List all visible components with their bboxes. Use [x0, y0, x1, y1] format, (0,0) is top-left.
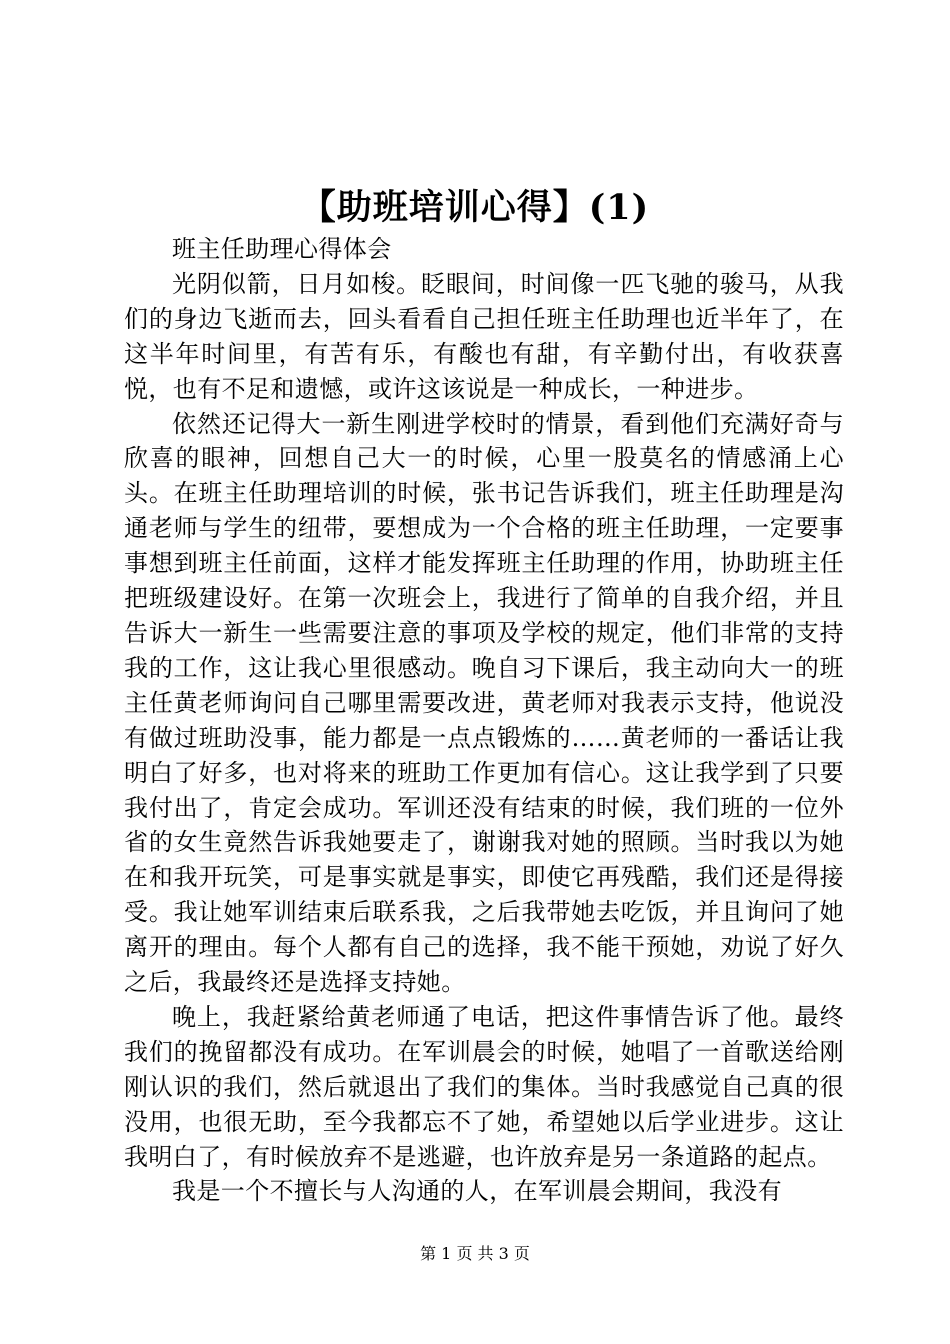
paragraph: 我是一个不擅长与人沟通的人，在军训晨会期间，我没有: [172, 1177, 782, 1206]
paragraph-subtitle: 班主任助理心得体会: [172, 235, 392, 263]
document-title: 【助班培训心得】(1): [300, 187, 650, 228]
paragraph: 晚上，我赶紧给黄老师通了电话，把这件事情告诉了他。最终我们的挽留都没有成功。在军训晨会的时候，她唱了一首歌送给刚刚认识的我们，然后就退出了我们的集体。当时我感觉自己真的很没用，也很无助，至今我都忘不了她，希望她以后学业进步。这让我明白了，有时候放弃不是逃避，也许放弃是另一条道路的起点。: [124, 1002, 844, 1171]
page-footer: 第 1 页 共 3 页: [420, 1244, 530, 1263]
paragraph: 依然还记得大一新生刚进学校时的情景，看到他们充满好奇与欣喜的眼神，回想自己大一的时候，心里一股莫名的情感涌上心头。在班主任助理培训的时候，张书记告诉我们，班主任助理是沟通老师与学生的纽带，要想成为一个合格的班主任助理，一定要事事想到班主任前面，这样才能发挥班主任助理的作用，协助班主任把班级建设好。在第一次班会上，我进行了简单的自我介绍，并且告诉大一新生一些需要注意的事项及学校的规定，他们非常的支持我的工作，这让我心里很感动。晚自习下课后，我主动向大一的班主任黄老师询问自己哪里需要改进，黄老师对我表示支持，他说没有做过班助没事，能力都是一点点锻炼的……黄老师的一番话让我明白了好多，也对将来的班助工作更加有信心。这让我学到了只要我付出了，肯定会成功。军训还没有结束的时候，我们班的一位外省的女生竟然告诉我她要走了，谢谢我对她的照顾。当时我以为她在和我开玩笑，可是事实就是事实，即使它再残酷，我们还是得接受。我让她军训结束后联系我，之后我带她去吃饭，并且询问了她离开的理由。每个人都有自己的选择，我不能干预她，劝说了好久之后，我最终还是选择支持她。: [124, 409, 844, 997]
document-body: [124, 232, 844, 1209]
paragraph: 光阴似箭，日月如梭。眨眼间，时间像一匹飞驰的骏马，从我们的身边飞逝而去，回头看看自己担任班主任助理也近半年了，在这半年时间里，有苦有乐，有酸也有甜，有辛勤付出，有收获喜悦，也有不足和遗憾，或许这该说是一种成长，一种进步。: [124, 269, 844, 403]
